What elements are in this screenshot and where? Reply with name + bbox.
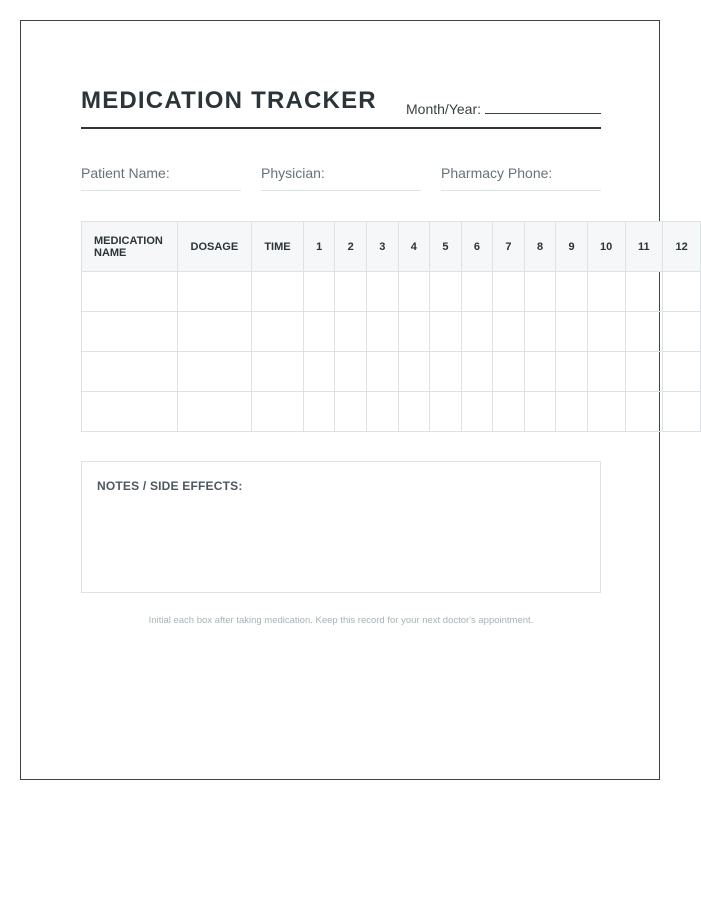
table-cell[interactable]: [303, 312, 335, 352]
table-cell[interactable]: [461, 352, 493, 392]
table-row: [82, 312, 701, 352]
column-header-day-10: 10: [587, 222, 625, 272]
table-cell[interactable]: [335, 272, 367, 312]
month-year-field[interactable]: [406, 99, 601, 117]
table-cell[interactable]: [625, 352, 663, 392]
table-cell[interactable]: [493, 352, 525, 392]
table-cell[interactable]: [461, 272, 493, 312]
table-cell[interactable]: [663, 392, 701, 432]
table-cell[interactable]: [303, 272, 335, 312]
table-cell[interactable]: [556, 392, 588, 432]
table-cell[interactable]: [625, 312, 663, 352]
month-year-label: Month/Year:: [406, 101, 481, 117]
tracker-header: [81, 79, 601, 129]
column-header-day-7: 7: [493, 222, 525, 272]
pharmacy-phone-field[interactable]: [441, 165, 601, 191]
table-cell[interactable]: [587, 352, 625, 392]
column-header-day-9: 9: [556, 222, 588, 272]
column-header-day-4: 4: [398, 222, 430, 272]
table-cell[interactable]: [461, 312, 493, 352]
table-cell[interactable]: [252, 392, 304, 432]
table-cell[interactable]: [461, 392, 493, 432]
table-cell[interactable]: [82, 272, 178, 312]
table-cell[interactable]: [177, 272, 251, 312]
table-cell[interactable]: [303, 352, 335, 392]
medication-table: [81, 221, 701, 432]
table-cell[interactable]: [252, 312, 304, 352]
table-row: [82, 272, 701, 312]
notes-box[interactable]: [81, 461, 601, 593]
table-cell[interactable]: [587, 392, 625, 432]
table-cell[interactable]: [524, 392, 556, 432]
notes-label: NOTES / SIDE EFFECTS:: [97, 479, 243, 493]
column-header-dosage: DOSAGE: [177, 222, 251, 272]
column-header-day-6: 6: [461, 222, 493, 272]
page-title: MEDICATION TRACKER: [81, 87, 377, 114]
table-cell[interactable]: [398, 272, 430, 312]
column-header-day-12: 12: [663, 222, 701, 272]
month-year-blank[interactable]: [485, 99, 601, 114]
table-cell[interactable]: [587, 312, 625, 352]
table-row: [82, 392, 701, 432]
table-cell[interactable]: [556, 272, 588, 312]
column-header-medication-name: MEDICATION NAME: [82, 222, 178, 272]
table-cell[interactable]: [398, 392, 430, 432]
column-header-day-2: 2: [335, 222, 367, 272]
table-row: [82, 352, 701, 392]
table-cell[interactable]: [430, 352, 462, 392]
table-cell[interactable]: [663, 312, 701, 352]
table-cell[interactable]: [493, 312, 525, 352]
table-cell[interactable]: [625, 392, 663, 432]
table-cell[interactable]: [177, 312, 251, 352]
table-cell[interactable]: [524, 312, 556, 352]
patient-name-label: Patient Name:: [81, 165, 170, 181]
medication-tracker-sheet: [20, 20, 688, 780]
table-cell[interactable]: [335, 392, 367, 432]
table-cell[interactable]: [663, 272, 701, 312]
table-cell[interactable]: [252, 272, 304, 312]
table-cell[interactable]: [430, 312, 462, 352]
column-header-day-11: 11: [625, 222, 663, 272]
table-header-row: [82, 222, 701, 272]
table-cell[interactable]: [493, 392, 525, 432]
table-cell[interactable]: [430, 272, 462, 312]
table-cell[interactable]: [493, 272, 525, 312]
table-cell[interactable]: [663, 352, 701, 392]
table-cell[interactable]: [625, 272, 663, 312]
patient-info-fields: [81, 165, 601, 191]
footer-instruction: Initial each box after taking medication. Keep this record for your next doctor's appointment.: [148, 615, 534, 626]
table-cell[interactable]: [177, 352, 251, 392]
physician-field[interactable]: [261, 165, 421, 191]
table-cell[interactable]: [430, 392, 462, 432]
table-cell[interactable]: [177, 392, 251, 432]
table-cell[interactable]: [335, 312, 367, 352]
table-cell[interactable]: [524, 352, 556, 392]
column-header-day-8: 8: [524, 222, 556, 272]
table-cell[interactable]: [587, 272, 625, 312]
table-cell[interactable]: [367, 272, 399, 312]
table-cell[interactable]: [556, 312, 588, 352]
column-header-day-1: 1: [303, 222, 335, 272]
table-cell[interactable]: [367, 352, 399, 392]
table-cell[interactable]: [398, 312, 430, 352]
table-cell[interactable]: [82, 352, 178, 392]
table-body: [82, 272, 701, 432]
table-cell[interactable]: [252, 352, 304, 392]
table-cell[interactable]: [335, 352, 367, 392]
table-cell[interactable]: [524, 272, 556, 312]
pharmacy-phone-label: Pharmacy Phone:: [441, 165, 553, 181]
table-cell[interactable]: [82, 312, 178, 352]
table-cell[interactable]: [367, 312, 399, 352]
column-header-day-5: 5: [430, 222, 462, 272]
table-cell[interactable]: [367, 392, 399, 432]
column-header-time: TIME: [252, 222, 304, 272]
patient-name-field[interactable]: [81, 165, 241, 191]
table-cell[interactable]: [398, 352, 430, 392]
column-header-day-3: 3: [367, 222, 399, 272]
table-cell[interactable]: [82, 392, 178, 432]
physician-label: Physician:: [261, 165, 325, 181]
table-cell[interactable]: [556, 352, 588, 392]
table-cell[interactable]: [303, 392, 335, 432]
